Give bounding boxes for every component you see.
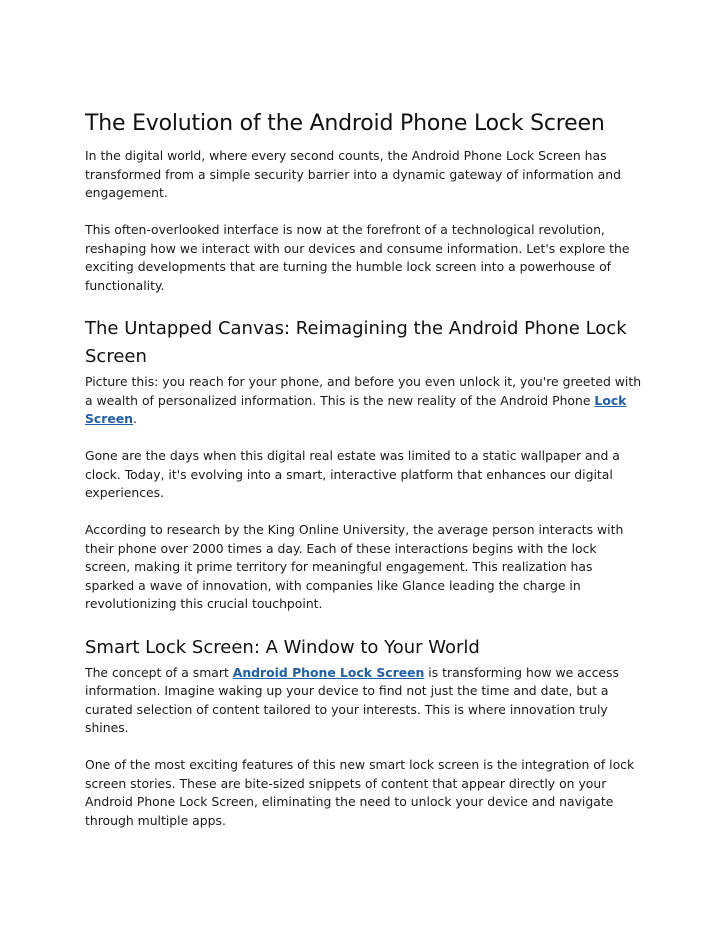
section-heading-untapped-canvas: The Untapped Canvas: Reimagining the Android Phone Lock Screen <box>85 318 627 367</box>
lock-screen-link[interactable]: Lock Screen <box>85 392 627 426</box>
page-title: The Evolution of the Android Phone Lock Screen <box>85 111 605 136</box>
section1-paragraph-3: According to research by the King Online University, the average person interacts with their phone over 2000 times a day. Each of these interactions begins with the lock screen, making it prime territory for meaningful engagement. This realization has sparked a wave of innovation, with companies like Glance leading the charge in revolutionizing this crucial touchpoint. <box>85 522 624 611</box>
spacer <box>85 429 645 448</box>
section1-paragraph-2: Gone are the days when this digital real estate was limited to a static wallpaper and a clock. Today, it's evolving into a smart, interactive platform that enhances our digital experiences. <box>85 448 620 500</box>
spacer <box>85 295 645 315</box>
intro-paragraph-2: This often-overlooked interface is now at the forefront of a technological revolution, reshaping how we interact with our devices and consume information. Let's explore the exciting developments that are turning the humble lock screen into a powerhouse of functionality. <box>85 222 630 293</box>
spacer <box>85 503 645 522</box>
paragraph-text: The concept of a smart <box>85 664 233 680</box>
section1-paragraph-1 <box>85 373 645 429</box>
paragraph-text: . <box>133 411 137 426</box>
intro-paragraph-1: In the digital world, where every second counts, the Android Phone Lock Screen has transformed from a simple security barrier into a dynamic gateway of information and engagement. <box>85 148 621 200</box>
spacer <box>85 614 645 634</box>
spacer <box>85 738 645 757</box>
spacer <box>85 203 645 222</box>
section2-paragraph-2: One of the most exciting features of this new smart lock screen is the integration of lock screen stories. These are bite-sized snippets of content that appear directly on your Android Phone Lock Screen, eliminating the need to unlock your device and navigate through multiple apps. <box>85 757 635 828</box>
section-heading-smart-lock-screen: Smart Lock Screen: A Window to Your World <box>85 636 480 658</box>
paragraph-text: Picture this: you reach for your phone, and before you even unlock it, you're greeted with a wealth of personalized information. This is the new reality of the Android Phone <box>85 374 642 408</box>
article <box>85 107 645 830</box>
paragraph-text: is transforming how we access information. Imagine waking up your device to find not just the time and date, but a curated selection of content tailored to your interests. This is where innovation truly shines. <box>85 664 619 735</box>
section2-paragraph-1 <box>85 664 645 738</box>
android-phone-lock-screen-link[interactable]: Android Phone Lock Screen <box>232 664 425 680</box>
